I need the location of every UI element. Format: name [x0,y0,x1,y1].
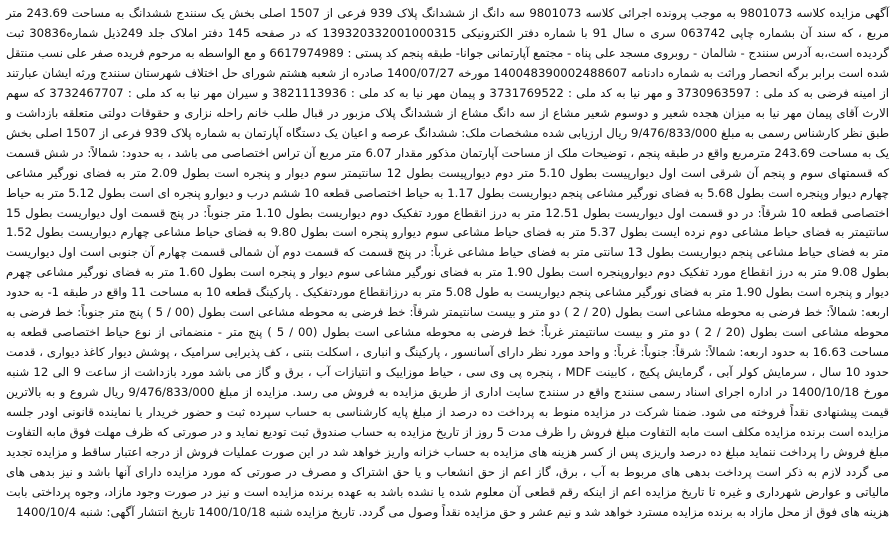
auction-notice-body: آگهی مزایده کلاسه 9801073 به موجب پرونده اجرائی کلاسه 9801073 سه دانگ از ششدانگ پلاک 939 فرعی از 1507 اصلی بخش یک سنندج ششدانگ به مساحت 243.69 متر مربع ، که سند آن بشماره چاپی 063742 سری ه سال 91 با شماره دفتر الکترونیکی 139320332001000315 که در صفحه 145 دفتر املاک جلد 249ذیل شماره30836 ثبت گردیده است،به آدرس سنندج - شالمان - روبروی مسجد علی پناه - مجتمع آپارتمانی جوانا- طبقه پنجم کد پستی : 6617974989 و مع الواسطه به مرحوم فریده صفر علی نسب منتقل شده است برابر برگه انحصار وراثت به شماره دادنامه 140048390002488607 مورخه 1400/07/27 صادره از شعبه هشتم شورای حل اختلاف شهرستان سنندج ورثه ایشان عبارتند از امینه فرضی به کد ملی : 3730963597 و مهر نیا به کد ملی : 3731769522 و پیمان مهر نیا به کد ملی : 3821113936 و سیران مهر نیا به کد ملی : 3732467707 که سهم الارث آقای پیمان مهر نیا به میزان هجده شعیر و دوسوم شعیر مشاع از سه دانگ مشاع از ششدانگ پلاک مزبور در قبال طلب خانم راحله نزاری و حقوقات دولتی متعلقه بازداشت و طبق نظر کارشناس رسمی به مبلغ 9/476/833/000 ریال ارزیابی شده مشخصات ملک: ششدانگ عرصه و اعیان یک دستگاه آپارتمان به شماره پلاک 939 فرعی از 1507 اصلی بخش یک به مساحت 243.69 مترمربع واقع در طبقه پنجم ، توضیحات ملک از مساحت آپارتمان مذکور مقدار 6.07 متر مربع آن تراس اختصاصی می باشد ، به حدود: شمالاً: در شش قسمت که قسمتهای سوم و پنجم آن شرقی است اول دیوارپیست بطول 5.10 متر دوم دیوارپیست بطول 12 سانتیمتر سوم دیوار و پنجره است بطول 2.09 متر به فضای نورگیر مشاعی چهارم دیوار وپنجره است بطول 5.68 به فضای نورگیر مشاعی پنجم دیواریست بطول 1.17 به حیاط اختصاصی قطعه 10 ششم درب و دیوارو پنجره ای است بطول 5.12 متر به حیاط اختصاصی قطعه 10 شرقاً: در دو قسمت اول دیواریست بطول 12.51 متر به درز انقطاع مورد تفکیک دوم دیواریست بطول 1.10 متر جنوباً: در پنج قسمت اول دیواریست بطول 15 سانتیمتر به فضای حیاط مشاعی دوم نرده ایست بطول 5.37 متر به فضای حیاط مشاعی سوم دیوارو پنجره است بطول 9.80 به فضای حیاط مشاعی چهارم دیواریست بطول 1.52 متر به فضای حیاط مشاعی پنجم دیواریست بطول 13 سانتی متر به فضای حیاط مشاعی غرباً: در پنج قسمت که قسمت دوم آن شمالی قسمت چهارم آن جنوبی است اول دیواریست بطول 9.08 متر به درز انقطاع مورد تفکیک دوم دیواروپنجره است بطول 1.90 متر به فضای نورگیر مشاعی سوم دیوار و پنجره است بطول 1.60 متر به فضای نورگیر مشاعی چهرم دیوار و پنجره است بطول 1.90 متر به فضای نورگیر مشاعی پنجم دیواریست به طول 5.08 متر به درزانقطاع موردتفکیک . پارکینگ قطعه 10 به مساحت 11 واقع در طبقه 1- به حدود اربعه: شمالاً: خط فرضی به محوطه مشاعی است بطول (20 / 2 ) دو متر و بیست سانتیمتر شرقاً: خط فرضی به محوطه مشاعی است بطول (00 / 5 ) پنج متر جنوباً: خط فرضی به محوطه مشاعی است بطول (20 / 2 ) دو متر و بیست سانتیمتر غرباً: خط فرضی به محوطه مشاعی است بطول (00 / 5 ) پنج متر - منضماتی از نوع حیاط اختصاصی قطعه به مساحت 16.63 به حدود اربعه: شمالاً: شرقاً: جنوباً: غرباً: و واحد مورد نظر دارای آسانسور ، پارکینگ و انباری ، اسکلت بتنی ، کف پذیرایی سرامیک ، پوشش دیوار کاغذ دیواری ، قدمت حدود 10 سال ، سرمایش کولر آبی ، گرمایش پکیج ، کابینت MDF ، پنجره پی وی سی ، حیاط موزاییک و انتیازات آب ، برق و گاز می باشد مورد بازداشت از ساعت 9 الی 12 شنبه مورخ 1400/10/18 در اداره اجرای اسناد رسمی سنندج واقع در سنندج سایت اداری از طریق مزایده به فروش می رسد. مزایده از مبلغ 9/476/833/000 ریال شروع و به بالاترین قیمت پیشنهادی نقداً فروخته می شود. ضمنا شرکت در مزایده منوط به پرداخت ده درصد از مبلغ پایه کارشناسی به حساب سپرده ثبت و حضور خریدار یا نماینده قانونی اودر جلسه مزایده است برنده مزایده مکلف است مابه التفاوت مبلغ فروش را ظرف مدت 5 روز از تاریخ مزایده به حساب صندوق ثبت تودیع نماید و در صورتی که ظرف مهلت فوق مابه التفاوت مبلغ فروش را پرداخت ننماید مبلغ ده درصد واریزی پس از کسر هزینه های مزایده به حساب خزانه واریز خواهد شد در این صورت عملیات فروش از درجه اعتبار ساقط و مزایده تجدید می گردد لازم به ذکر است پرداخت بدهی های مربوط به آب ، برق، گاز اعم از حق انشعاب و یا حق اشتراک و مصرف در صورتی که مورد مزایده دارای آنها باشد و نیز بدهی های مالیاتی و عوارض شهرداری و غیره تا تاریخ مزایده اعم از اینکه رقم قطعی آن معلوم شده یا نشده باشد به عهده برنده مزایده است و نیز در صورت وجود مازاد، وجوه پرداختی بابت هزینه های فوق از محل مازاد به برنده مزایده مسترد خواهد شد و نیم عشر و حق مزایده نقداً وصول می گردد. تاریخ مزایده شنبه 1400/10/18 تاریخ انتشار آگهی: شنبه 1400/10/4 [6,6,890,519]
